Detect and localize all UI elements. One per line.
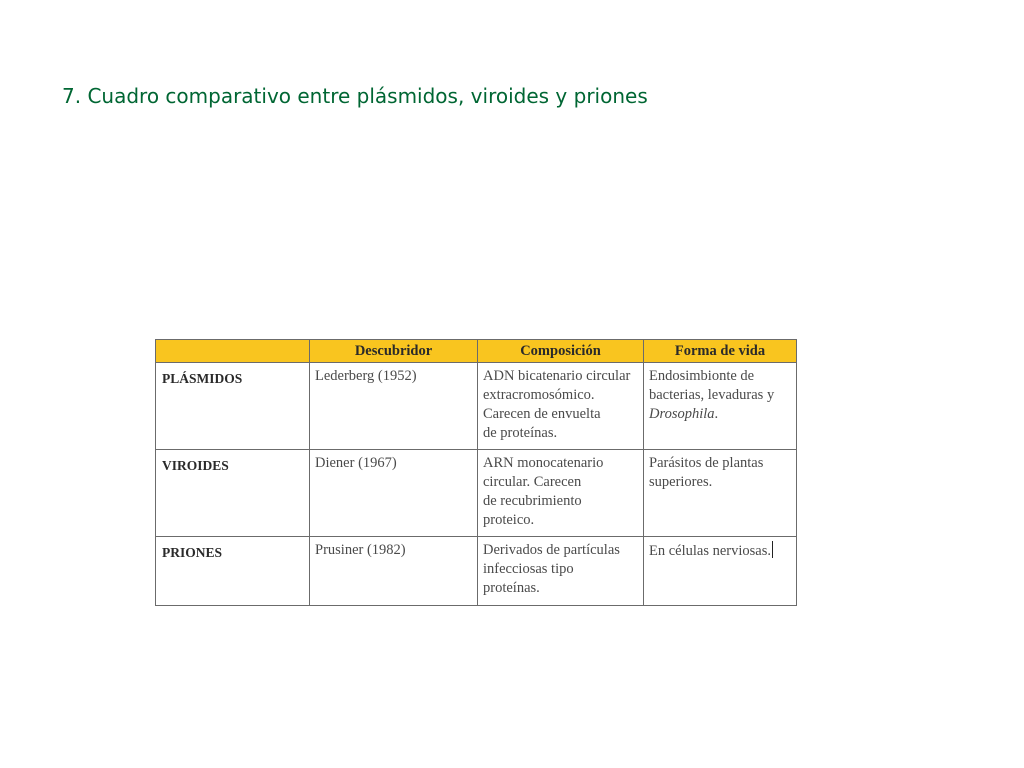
table-row-viroides xyxy=(156,450,797,537)
cell-lifeform-plasmidos xyxy=(644,363,797,450)
cell-discoverer-plasmidos: Lederberg (1952) xyxy=(310,363,478,450)
header-empty xyxy=(156,340,310,363)
lifeform-line-species xyxy=(649,405,792,424)
header-composicion: Composición xyxy=(478,340,644,363)
cell-lifeform-priones[interactable] xyxy=(644,537,797,606)
row-label-viroides: VIROIDES xyxy=(156,450,310,537)
composition-line: Derivados de partículas xyxy=(483,542,620,558)
cell-composition-viroides xyxy=(478,450,644,537)
cell-composition-plasmidos xyxy=(478,363,644,450)
comparison-table xyxy=(155,339,797,606)
cell-lifeform-viroides xyxy=(644,450,797,537)
row-label-plasmidos: PLÁSMIDOS xyxy=(156,363,310,450)
composition-line: infecciosas tipo xyxy=(483,561,574,577)
comparison-table-wrapper xyxy=(155,339,796,606)
lifeform-line: Endosimbionte de xyxy=(649,368,755,384)
cell-composition-priones xyxy=(478,537,644,606)
table-row-priones xyxy=(156,537,797,606)
slide-title: 7. Cuadro comparativo entre plásmidos, viroides y priones xyxy=(62,84,648,108)
lifeform-line: Parásitos de plantas xyxy=(649,455,764,471)
composition-line: circular. Carecen xyxy=(483,474,582,490)
table-row-plasmidos xyxy=(156,363,797,450)
composition-line: proteínas. xyxy=(483,580,540,596)
composition-line: proteico. xyxy=(483,512,535,528)
text-cursor xyxy=(772,541,773,558)
lifeform-line: superiores. xyxy=(649,474,713,490)
lifeform-line: bacterias, levaduras y xyxy=(649,387,775,403)
table-header-row xyxy=(156,340,797,363)
header-forma-de-vida: Forma de vida xyxy=(644,340,797,363)
species-suffix: . xyxy=(714,406,719,422)
composition-line: Carecen de envuelta xyxy=(483,406,601,422)
cell-discoverer-viroides: Diener (1967) xyxy=(310,450,478,537)
composition-line: de proteínas. xyxy=(483,425,558,441)
cell-discoverer-priones: Prusiner (1982) xyxy=(310,537,478,606)
composition-line: ADN bicatenario circular xyxy=(483,368,631,384)
species-name: Drosophila xyxy=(649,406,715,422)
header-descubridor: Descubridor xyxy=(310,340,478,363)
composition-line: de recubrimiento xyxy=(483,493,582,509)
lifeform-line[interactable]: En células nerviosas. xyxy=(649,543,772,559)
composition-line: ARN monocatenario xyxy=(483,455,604,471)
composition-line: extracromosómico. xyxy=(483,387,595,403)
row-label-priones: PRIONES xyxy=(156,537,310,606)
